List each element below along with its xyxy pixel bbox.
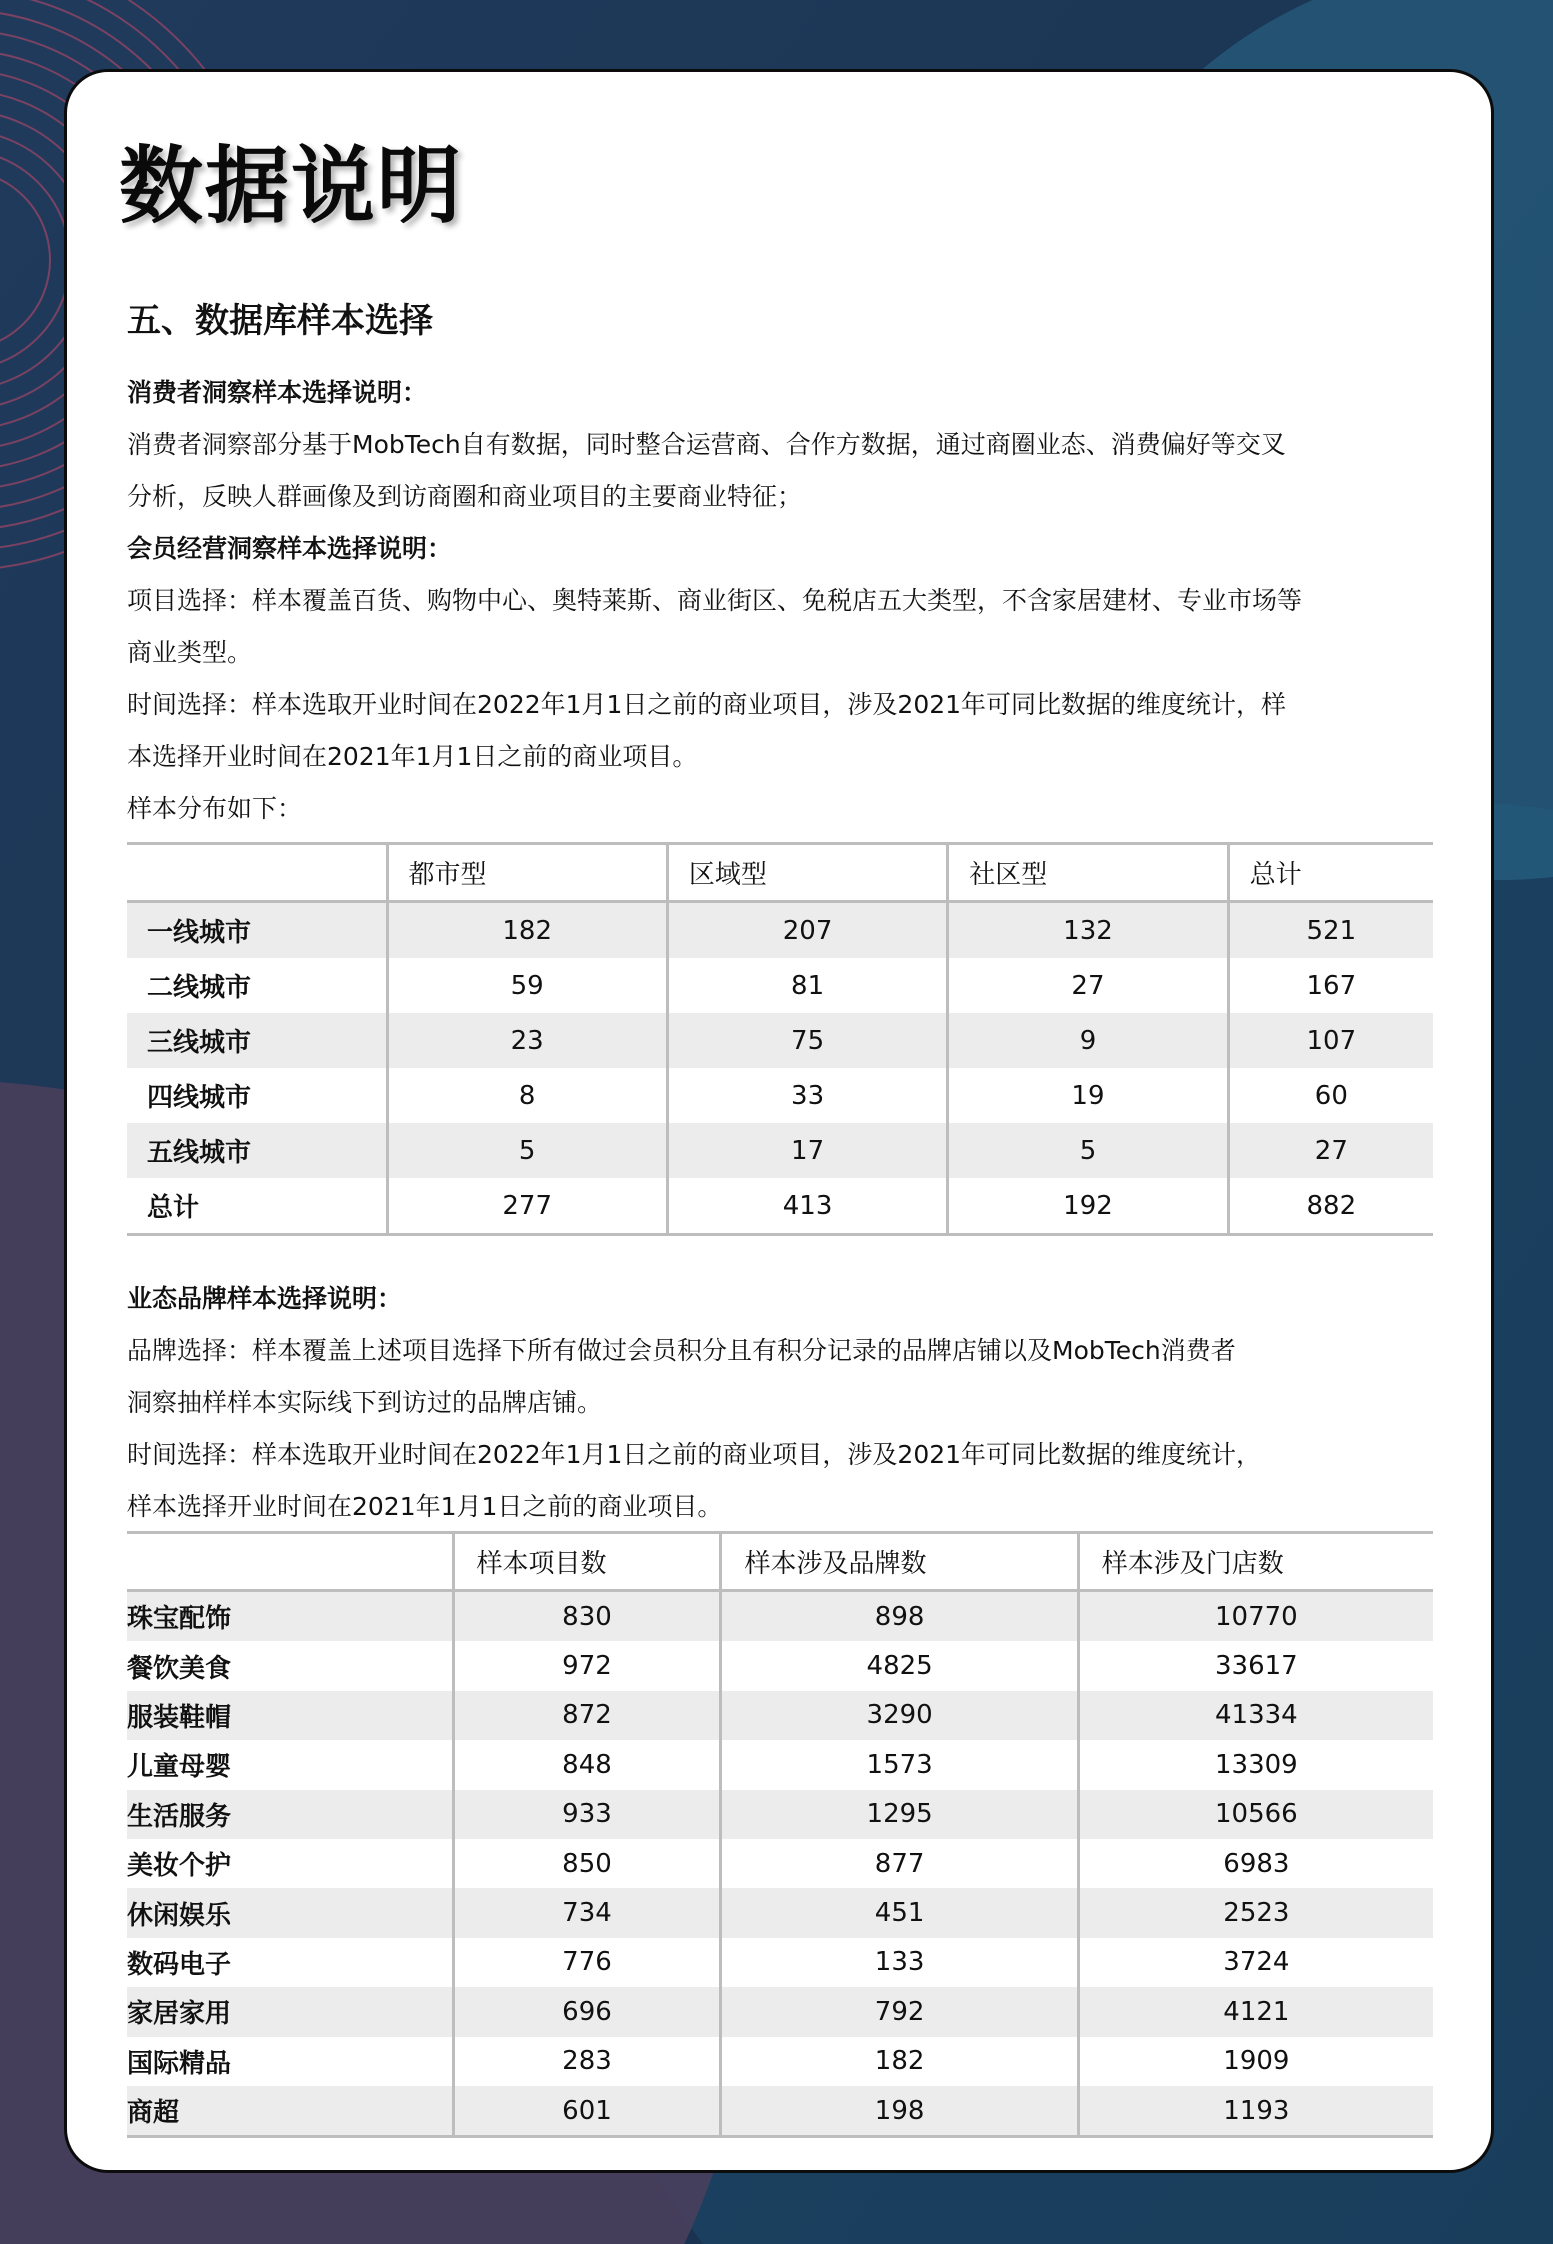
table-cell: 33617 (1078, 1641, 1433, 1690)
row-label: 珠宝配饰 (127, 1591, 453, 1642)
table-cell: 848 (453, 1740, 721, 1789)
table-cell: 198 (721, 2086, 1078, 2137)
row-label: 总计 (147, 1193, 200, 1223)
member-insight-line: 项目选择：样本覆盖百货、购物中心、奥特莱斯、商业街区、免税店五大类型，不含家居建材、专业市场等 (127, 586, 1303, 615)
table-cell: 830 (453, 1591, 721, 1642)
row-label: 一线城市 (127, 902, 387, 959)
brand-sample-line: 样本选择开业时间在2021年1月1日之前的商业项目。 (127, 1492, 723, 1521)
brand-sample-label: 业态品牌样本选择说明： (127, 1284, 403, 1313)
table-row (127, 1740, 1433, 1789)
table-cell: 33 (667, 1068, 947, 1123)
table-cell: 734 (453, 1888, 721, 1937)
table-cell: 3290 (721, 1691, 1078, 1740)
row-label: 商超 (127, 2086, 453, 2137)
table-cell: 6983 (1078, 1839, 1433, 1888)
row-label: 五线城市 (127, 1123, 387, 1178)
table-header-row (127, 1533, 1433, 1591)
table-cell: 182 (387, 902, 667, 959)
table-cell: 2523 (1078, 1888, 1433, 1937)
table-header-cell (127, 844, 387, 902)
row-label: 儿童母婴 (127, 1752, 232, 1783)
city-sample-table (127, 842, 1433, 1236)
page-title: 数据说明 (119, 137, 464, 235)
table-header-cell: 都市型 (387, 844, 667, 902)
table-cell: 1573 (721, 1740, 1078, 1789)
table-cell: 17 (667, 1123, 947, 1178)
table-cell: 1193 (1078, 2086, 1433, 2137)
table-row (127, 1790, 1433, 1839)
table-cell: 451 (721, 1888, 1078, 1937)
row-label: 服装鞋帽 (127, 1691, 453, 1740)
table-row (127, 1888, 1433, 1937)
table-header-cell: 社区型 (948, 844, 1228, 902)
table-cell: 882 (1228, 1178, 1433, 1235)
table-row (127, 1691, 1433, 1740)
table-cell: 283 (453, 2037, 721, 2086)
consumer-insight-line: 分析，反映人群画像及到访商圈和商业项目的主要商业特征； (127, 482, 803, 511)
table-cell: 10770 (1078, 1591, 1433, 1642)
row-label: 家居家用 (127, 1987, 453, 2036)
table-cell: 107 (1228, 1013, 1433, 1068)
table-cell: 413 (667, 1178, 947, 1235)
table-cell: 27 (1228, 1123, 1433, 1178)
row-label: 三线城市 (127, 1013, 387, 1068)
table-cell: 41334 (1078, 1691, 1433, 1740)
row-label: 休闲娱乐 (127, 1888, 453, 1937)
row-label: 餐饮美食 (127, 1653, 232, 1684)
table-row (127, 1641, 1433, 1690)
table-row (127, 1987, 1433, 2036)
table-header-cell: 样本涉及门店数 (1078, 1533, 1433, 1591)
table-row (127, 1068, 1433, 1123)
table-cell: 8 (387, 1068, 667, 1123)
table-cell: 696 (453, 1987, 721, 2036)
table-cell: 207 (667, 902, 947, 959)
consumer-insight-line: 消费者洞察部分基于MobTech自有数据，同时整合运营商、合作方数据，通过商圈业态、消费偏好等交叉 (127, 430, 1286, 459)
table-row (127, 1938, 1433, 1987)
member-insight-label: 会员经营洞察样本选择说明： (127, 534, 453, 563)
brand-sample-line: 洞察抽样样本实际线下到访过的品牌店铺。 (127, 1388, 603, 1417)
table-cell: 182 (721, 2037, 1078, 2086)
table-cell: 933 (453, 1790, 721, 1839)
table-header-cell (127, 1533, 453, 1591)
brand-sample-line: 品牌选择：样本覆盖上述项目选择下所有做过会员积分且有积分记录的品牌店铺以及MobTech消费者 (127, 1336, 1236, 1365)
member-insight-line: 时间选择：样本选取开业时间在2022年1月1日之前的商业项目，涉及2021年可同比数据的维度统计，样 (127, 690, 1287, 719)
table-cell: 3724 (1078, 1938, 1433, 1987)
category-sample-table (127, 1531, 1433, 2138)
table-cell: 1295 (721, 1790, 1078, 1839)
table-cell: 81 (667, 958, 947, 1013)
table-row (127, 1591, 1433, 1642)
member-insight-line: 商业类型。 (127, 638, 253, 667)
row-label: 美妆个护 (127, 1851, 232, 1882)
table-cell: 601 (453, 2086, 721, 2137)
table-cell: 4121 (1078, 1987, 1433, 2036)
table-row (127, 902, 1433, 959)
table-header-cell: 样本涉及品牌数 (721, 1533, 1078, 1591)
table-cell: 10566 (1078, 1790, 1433, 1839)
row-label: 四线城市 (147, 1083, 252, 1113)
table-cell: 19 (948, 1068, 1228, 1123)
table-cell: 59 (387, 958, 667, 1013)
table-cell: 521 (1228, 902, 1433, 959)
table-row (127, 1123, 1433, 1178)
table-cell: 972 (453, 1641, 721, 1690)
member-insight-line: 本选择开业时间在2021年1月1日之前的商业项目。 (127, 742, 698, 771)
table-cell: 898 (721, 1591, 1078, 1642)
table-row (127, 2037, 1433, 2086)
table-header-cell: 区域型 (667, 844, 947, 902)
table-cell: 27 (948, 958, 1228, 1013)
member-insight-line: 样本分布如下： (127, 794, 303, 823)
table-cell: 23 (387, 1013, 667, 1068)
table-cell: 5 (387, 1123, 667, 1178)
table-row (127, 1839, 1433, 1888)
brand-sample-line: 时间选择：样本选取开业时间在2022年1月1日之前的商业项目，涉及2021年可同比数据的维度统计， (127, 1440, 1262, 1469)
table-cell: 850 (453, 1839, 721, 1888)
table-cell: 5 (948, 1123, 1228, 1178)
table-cell: 192 (948, 1178, 1228, 1235)
table-cell: 133 (721, 1938, 1078, 1987)
table-row (127, 1013, 1433, 1068)
table-cell: 792 (721, 1987, 1078, 2036)
table-header-cell: 样本项目数 (453, 1533, 721, 1591)
table-cell: 877 (721, 1839, 1078, 1888)
table-header-row (127, 844, 1433, 902)
table-row (127, 958, 1433, 1013)
row-label: 生活服务 (127, 1790, 453, 1839)
table-cell: 60 (1228, 1068, 1433, 1123)
table-cell: 167 (1228, 958, 1433, 1013)
table-cell: 9 (948, 1013, 1228, 1068)
table-cell: 1909 (1078, 2037, 1433, 2086)
row-label: 数码电子 (127, 1949, 232, 1980)
consumer-insight-label: 消费者洞察样本选择说明： (127, 378, 428, 407)
table-total-row (127, 1178, 1433, 1235)
content-card (64, 69, 1494, 2173)
table-cell: 75 (667, 1013, 947, 1068)
table-cell: 13309 (1078, 1740, 1433, 1789)
section-heading: 五、数据库样本选择 (127, 301, 433, 341)
table-cell: 872 (453, 1691, 721, 1740)
row-label: 二线城市 (147, 973, 252, 1003)
table-cell: 776 (453, 1938, 721, 1987)
row-label: 国际精品 (127, 2048, 232, 2079)
table-cell: 277 (387, 1178, 667, 1235)
table-header-cell: 总计 (1228, 844, 1433, 902)
table-row (127, 2086, 1433, 2137)
table-cell: 4825 (721, 1641, 1078, 1690)
table-cell: 132 (948, 902, 1228, 959)
